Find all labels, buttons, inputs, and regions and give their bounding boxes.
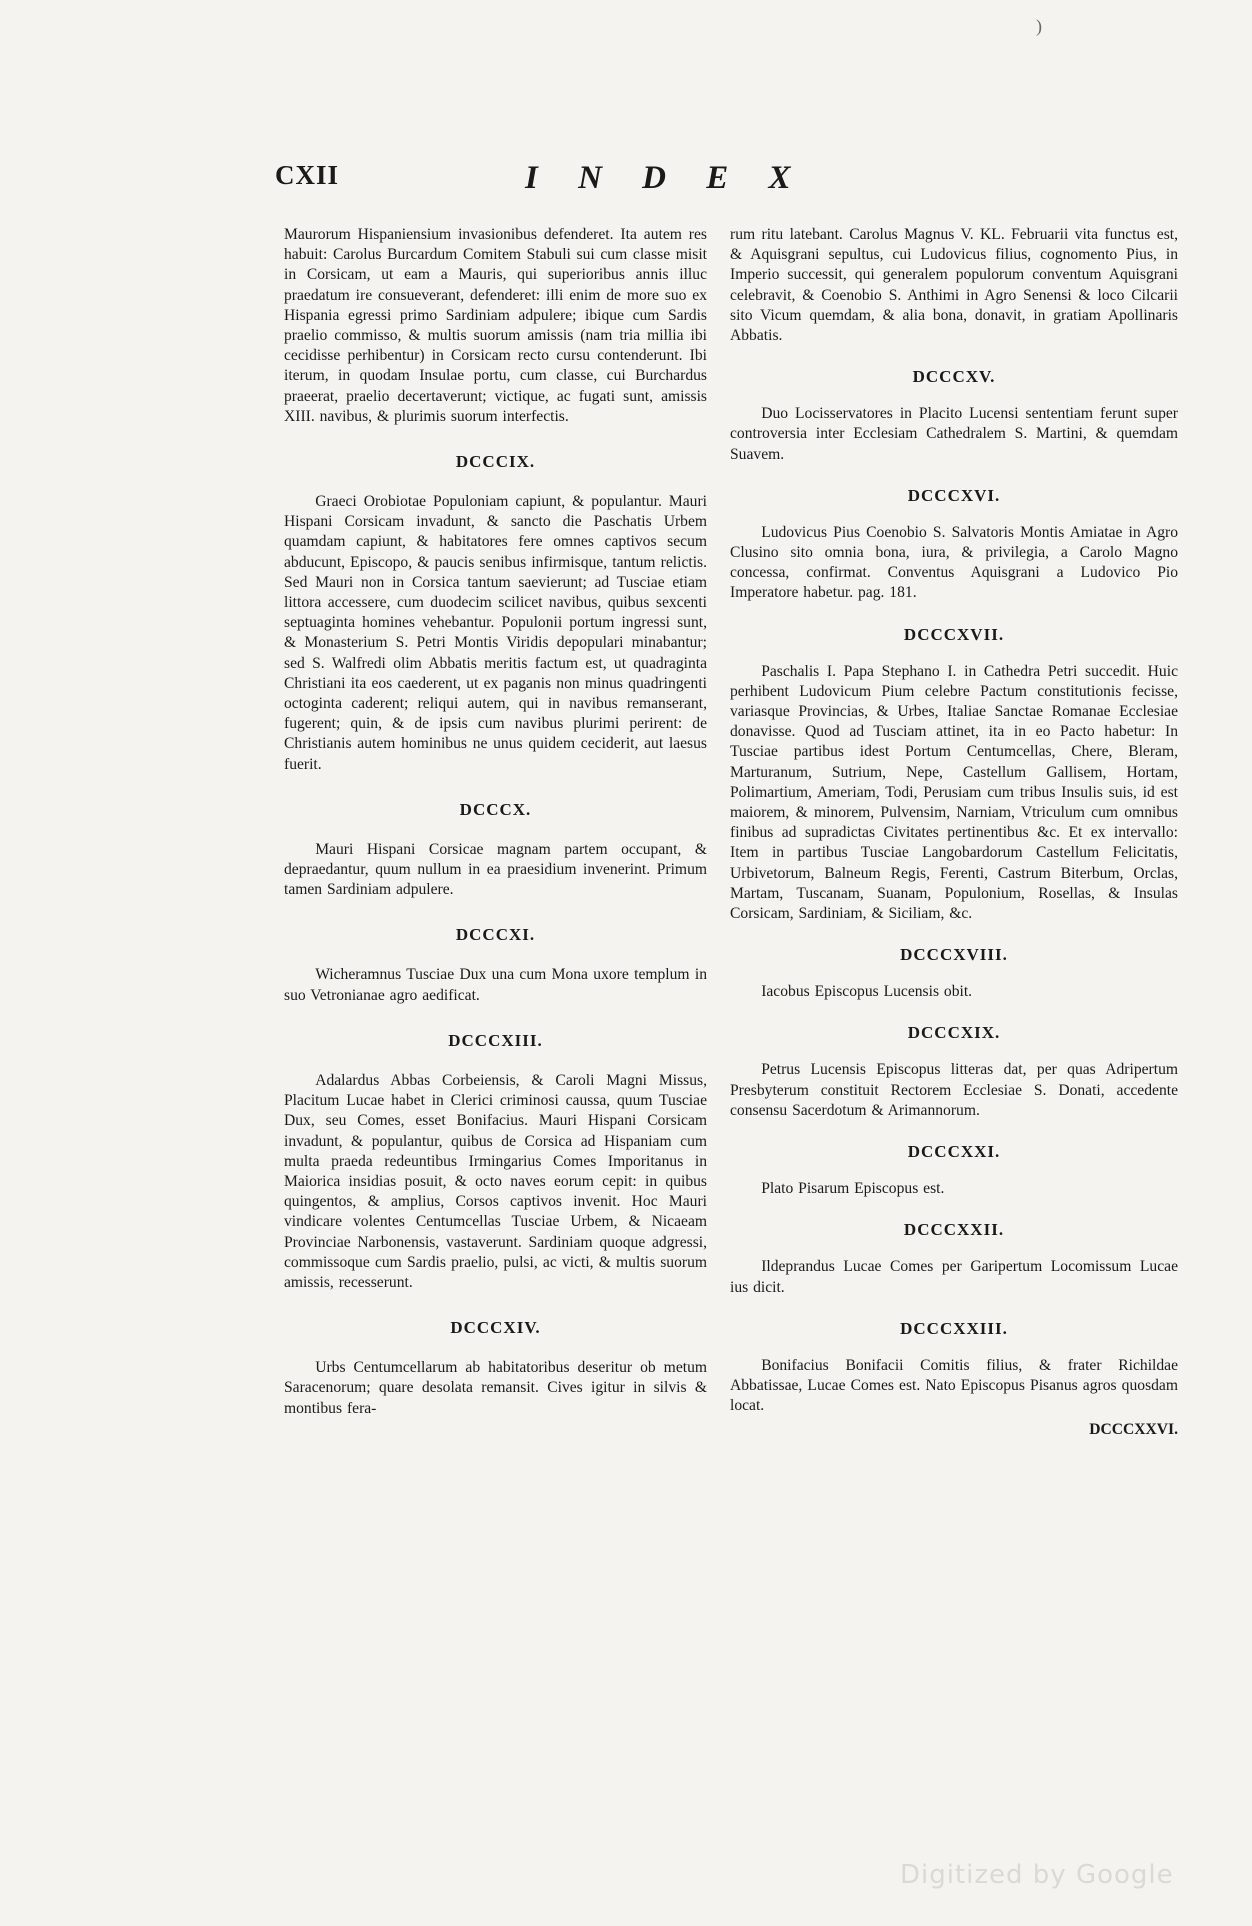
entry-paragraph: Graeci Orobiotae Populoniam capiunt, & populantur. Mauri Hispani Corsicam invadunt, & sancto die Paschatis Urbem quamdam capiunt, & habitatores fere omnes captivos secum abducunt, Episcopo, & paucis senibus infirmisque, tantum relictis. Sed Mauri non in Corsica tantum saevierunt; ad Tusciae etiam littora accessere, cum duodecim scilicet navibus, quibus sexcenti septuaginta homines vehebantur. Populonii portum ingressi sunt, & Monasterium S. Petri Montis Viridis depopulari minabantur; sed S. Walfredi olim Abbatis meritis factum est, ut quadraginta Christiani ita eos caederent, ut ex paganis non minus quadringenti octoginta caderent; reliqui autem, qui in navibus remanserant, fugerent; quin, & de ipsis cum navibus plurimi perirent: de Christianis autem hominibus ne unus quidem ceciderit, aut laesus fuerit.: [284, 493, 707, 773]
year-heading: DCCCXIII.: [448, 1030, 543, 1050]
page-header: [275, 160, 1035, 200]
entry-paragraph: Ildeprandus Lucae Comes per Garipertum Locomissum Lucae ius dicit.: [730, 1258, 1178, 1296]
entry-paragraph: Maurorum Hispaniensium invasionibus defenderet. Ita autem res habuit: Carolus Burcardum Comitem Stabuli sui cum classe misit in Corsicam, ut eam a Mauris, qui superioribus annis illuc praedatum ire consueverant, defenderet: illi enim de more suo ex Hispania egressi primo Sardiniam adpulere; ibique cum Sardis praelio commisso, & multis suorum amissis (nam tria millia ibi cecidisse perhibentur) in Corsicam recto cursu contenderunt. Ibi iterum, in quodam Insulae portu, cum classe, cui Burchardus praeerat, praelio decertaverunt; victique, ac fugati sunt, amissis XIII. navibus, & plurimis suorum interfectis.: [284, 226, 707, 425]
left-column: [284, 225, 707, 1419]
year-heading: DCCCXIX.: [907, 1023, 1001, 1043]
year-heading: DCCCXVIII.: [900, 945, 1008, 965]
page-number: CXII: [275, 160, 340, 190]
entry-paragraph: Iacobus Episcopus Lucensis obit.: [761, 983, 973, 1001]
entry-paragraph: Ludovicus Pius Coenobio S. Salvatoris Montis Amiatae in Agro Clusino sito omnia bona, iura, & privilegia, a Carolo Magno concessa, confirmat. Conventus Aquisgrani a Ludovico Pio Imperatore habetur. pag. 181.: [730, 523, 1178, 602]
entry-paragraph: rum ritu latebant. Carolus Magnus V. KL. Februarii vita functus est, & Aquisgrani sepultus, cui Ludovicus filius, cognomento Pius, in Imperio successit, qui generalem populorum conventum Aquisgrani celebravit, & Coenobio S. Anthimi in Agro Senensi & loco Cilcarii sito Vicum quemdam, & alia bona, donavit, in gratiam Apollinaris Abbatis.: [730, 226, 1178, 345]
entry-paragraph: Adalardus Abbas Corbeiensis, & Caroli Magni Missus, Placitum Lucae habet in Clerici criminosi caussa, quum Tusciae Dux, seu Comes, esset Bonifacius. Mauri Hispani Corsicam invadunt, & populantur, quibus de Corsica ad Hispaniam cum multa praeda redeuntibus Irmingarius Comes Imporitanus in Maiorica insidias posuit, & octo naves eorum cepit: in quibus quingentos, & amplius, Corsos captivos invenit. Hoc Mauri vindicare volentes Centumcellas Tusciae Urbem, & Nicaeam Provinciae Narbonensis, vastaverunt. Sardiniam quoque adgressi, commissoque cum Sardis praelio, pulsi, ac victi, & multis suorum amissis, recesserunt.: [284, 1071, 707, 1291]
catchword: DCCCXXVI.: [1089, 1421, 1178, 1439]
year-heading: DCCCXI.: [455, 925, 536, 945]
entry-paragraph: Bonifacius Bonifacii Comitis filius, & frater Richildae Abbatissae, Lucae Comes est. Nato Episcopus Pisanus agros quosdam locat.: [730, 1356, 1178, 1415]
year-heading: DCCCIX.: [455, 452, 536, 472]
entry-paragraph: Paschalis I. Papa Stephano I. in Cathedra Petri succedit. Huic perhibent Ludovicum Pium celebre Pactum constitutionis fecisse, variasque Provincias, & Urbes, Italiae Sanctae Romanae Ecclesiae donavisse. Quod ad Tusciam attinet, ita in eo Pacto habetur: In Tusciae partibus idest Portum Centumcellas, Chere, Bleram, Marturanum, Sutrium, Nepe, Castellum Gallisem, Hortam, Polimartium, Ameriam, Todi, Perusiam cum tribus Insulis suis, id est maiorem, & minorem, Pulvensim, Narniam, Vtriculum cum omnibus finibus ad supradictas Civitates pertinentibus &c. Et ex intervallo: Item in partibus Tusciae Langobardorum Castellum Felicitatis, Urbivetorum, Balneum Regis, Ferenti, Castrum Biterbum, Orclas, Martam, Tuscanam, Suanam, Populonium, Rosellas, & Insulas Corsicam, Sardiniam, & Siciliam, &c.: [730, 662, 1178, 923]
year-heading: DCCCXXII.: [903, 1220, 1005, 1240]
right-column: [730, 225, 1178, 1441]
year-heading: DCCCXXI.: [907, 1142, 1001, 1162]
year-heading: DCCCXIV.: [450, 1318, 541, 1338]
entry-paragraph: Mauri Hispani Corsicae magnam partem occupant, & depraedantur, quum nullum in ea praesidium invenerint. Primum tamen Sardiniam adpulere.: [284, 840, 707, 899]
year-heading: DCCCXXIII.: [900, 1318, 1008, 1338]
page-corner-mark: ): [1036, 16, 1042, 36]
entry-paragraph: Wicheramnus Tusciae Dux una cum Mona uxore templum in suo Vetronianae agro aedificat.: [284, 966, 707, 1004]
entry-paragraph: Plato Pisarum Episcopus est.: [761, 1180, 945, 1198]
entry-paragraph: Petrus Lucensis Episcopus litteras dat, per quas Adripertum Presbyterum constituit Rectorem Ecclesiae S. Donati, accedente consensu Sacerdotum & Arimannorum.: [730, 1061, 1178, 1119]
year-heading: DCCCXV.: [912, 367, 996, 387]
index-title: I N D E X: [525, 160, 807, 196]
year-heading: DCCCXVI.: [907, 485, 1001, 505]
year-heading: DCCCXVII.: [903, 624, 1005, 644]
year-heading: DCCCX.: [459, 799, 532, 819]
entry-paragraph: Urbs Centumcellarum ab habitatoribus deseritur ob metum Saracenorum; quare desolata remansit. Cives igitur in silvis & montibus fera-: [284, 1359, 707, 1417]
digitized-watermark: Digitized by Google: [900, 1860, 1174, 1890]
entry-paragraph: Duo Locisservatores in Placito Lucensi sententiam ferunt super controversia inter Ecclesiam Cathedralem S. Martini, & quemdam Suavem.: [730, 405, 1178, 463]
